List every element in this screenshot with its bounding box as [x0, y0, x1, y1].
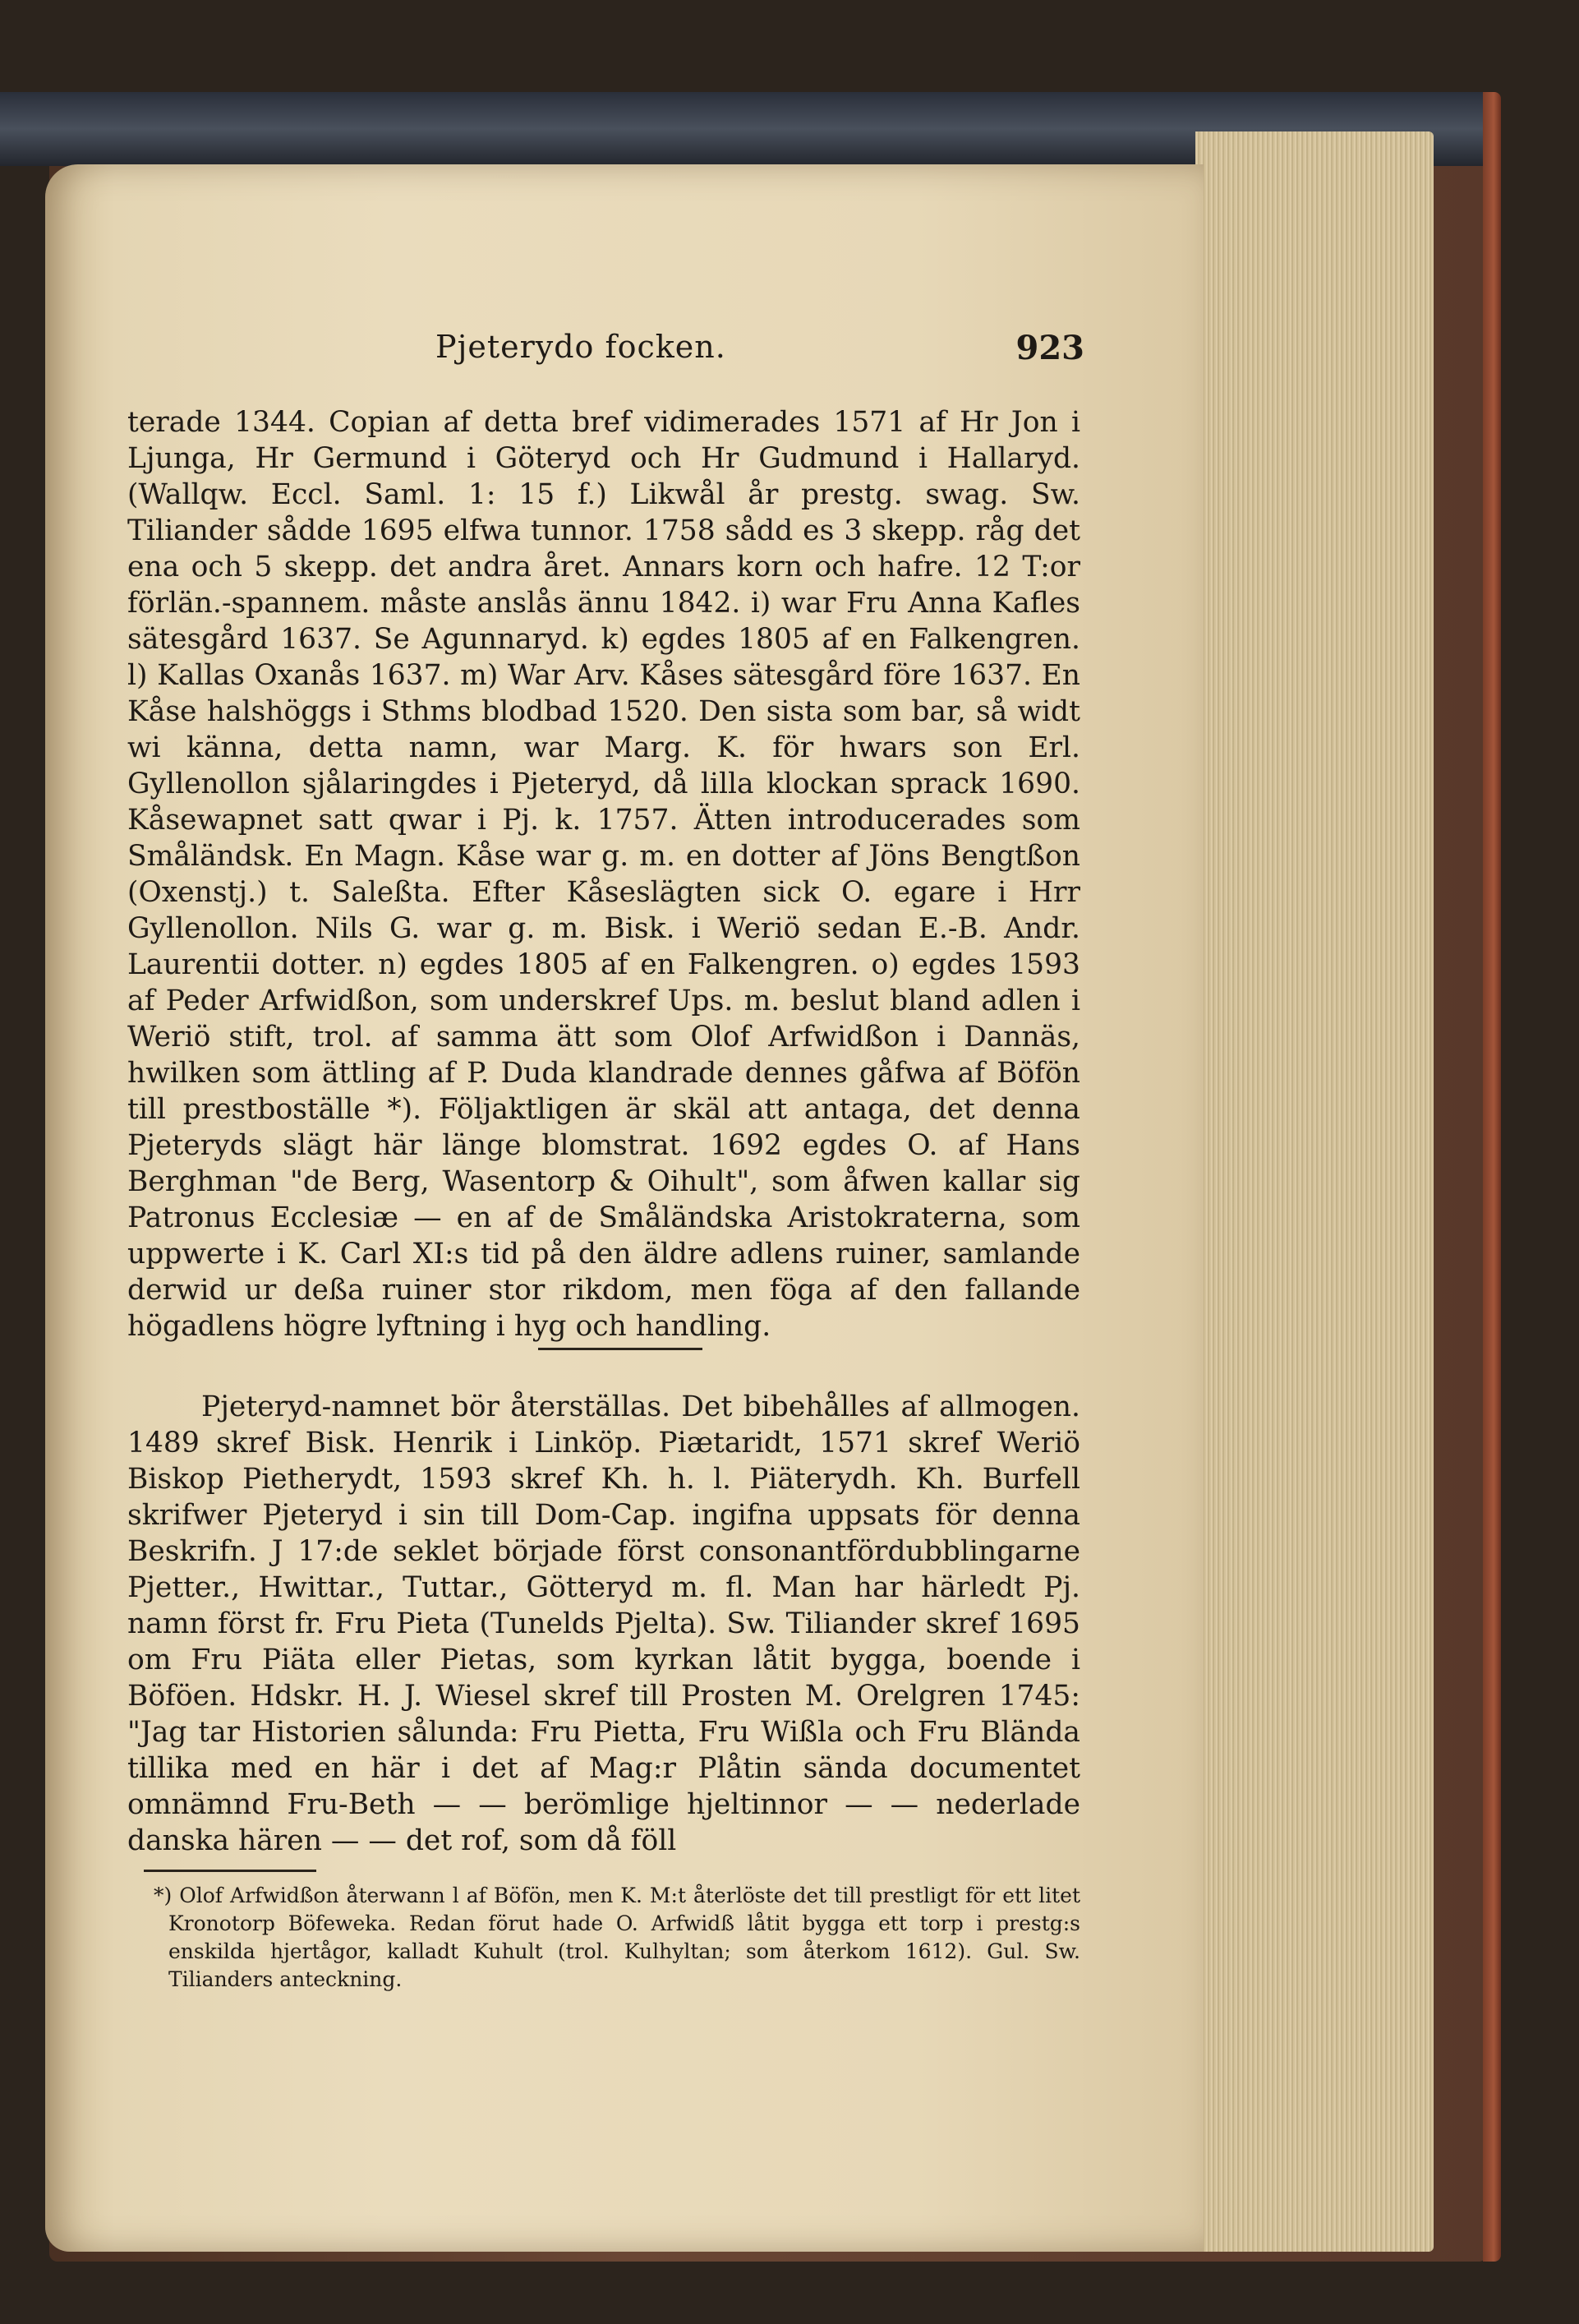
section-divider [538, 1348, 702, 1350]
page-edges [1195, 131, 1434, 2252]
main-paragraph-text: terade 1344. Copian af detta bref vidimerades 1571 af Hr Jon i Ljunga, Hr Germund i Göteryd och Hr Gudmund i Hallaryd. (Wallqw. Eccl. Saml. 1: 15 f.) Likwål år prestg. swag. Sw. Tiliander sådde 1695 elfwa tunnor. 1758 sådd es 3 skepp. råg det ena och 5 skepp. det andra året. Annars korn och hafre. 12 T:or förlän.-spannem. måste anslås ännu 1842. i) war Fru Anna Kafles sätesgård 1637. Se Agunnaryd. k) egdes 1805 af en Falkengren. l) Kallas Oxanås 1637. m) War Arv. Kåses sätesgård före 1637. En Kåse halshöggs i Sthms blodbad 1520. Den sista som bar, så widt wi känna, detta namn, war Marg. K. för hwars son Erl. Gyllenollon sjålaringdes i Pjeteryd, då lilla klockan sprack 1690. Kåsewapnet satt qwar i Pj. k. 1757. Ätten introducerades som Småländsk. En Magn. Kåse war g. m. en dotter af Jöns Bengtßon (Oxenstj.) t. Saleßta. Efter Kåseslägten sick O. egare i Hrr Gyllenollon. Nils G. war g. m. Bisk. i Weriö sedan E.-B. Andr. Laurentii dotter. n) egdes 1805 af en Falkengren. o) egdes 1593 af Peder Arfwidßon, som underskref Ups. m. beslut bland adlen i Weriö stift, trol. af samma ätt som Olof Arfwidßon i Dannäs, hwilken som ättling af P. Duda klandrade dennes gåfwa af Böfön till prestboställe *). Följaktligen är skäl att antaga, det denna Pjeteryds slägt här länge blomstrat. 1692 egdes O. af Hans Berghman "de Berg, Wasentorp & Oihult", som åfwen kallar sig Patronus Ecclesiæ — en af de Småländska Aristokraterna, som uppwerte i K. Carl XI:s tid på den äldre adlens ruiner, samlande derwid ur deßa ruiner stor rikdom, men föga af den fallande högadlens högre lyftning i hyg och handling. [127, 406, 1080, 1343]
cover-edge [1483, 92, 1501, 2262]
footnote-divider [144, 1870, 316, 1872]
page-number: 923 [1015, 329, 1084, 367]
main-paragraph [127, 404, 1080, 1344]
second-paragraph [127, 1389, 1080, 1859]
second-paragraph-text: Pjeteryd-namnet bör återställas. Det bibehålles af allmogen. 1489 skref Bisk. Henrik i Linköp. Piætaridt, 1571 skref Weriö Biskop Pietherydt, 1593 skref Kh. h. l. Piäterydh. Kh. Burfell skrifwer Pjeteryd i sin till Dom-Cap. ingifna uppsats för denna Beskrifn. J 17:de seklet började först consonantfördubblingarne Pjetter., Hwittar., Tuttar., Götteryd m. fl. Man har härledt Pj. namn först fr. Fru Pieta (Tunelds Pjelta). Sw. Tiliander skref 1695 om Fru Piäta eller Pietas, som kyrkan låtit bygga, boende i Böföen. Hdskr. H. J. Wiesel skref till Prosten M. Orelgren 1745: "Jag tar Historien sålunda: Fru Pietta, Fru Wißla och Fru Blända tillika med en här i det af Mag:r Plåtin sända documentet omnämnd Fru-Beth — — berömlige hjeltinnor — — nederlade danska hären — — det rof, som då föll [127, 1390, 1080, 1857]
footnote: *) Olof Arfwidßon återwann l af Böfön, men K. M:t återlöste det till prestligt för ett litet Kronotorp Böfeweka. Redan förut hade O. Arfwidß låtit bygga ett torp i prestg:s enskilda hjertågor, kalladt Kuhult (trol. Kulhyltan; som återkom 1612). Gul. Sw. Tilianders anteckning. [154, 1884, 1080, 1991]
running-head: Pjeterydo focken. [435, 329, 726, 365]
page-header [214, 329, 1084, 386]
